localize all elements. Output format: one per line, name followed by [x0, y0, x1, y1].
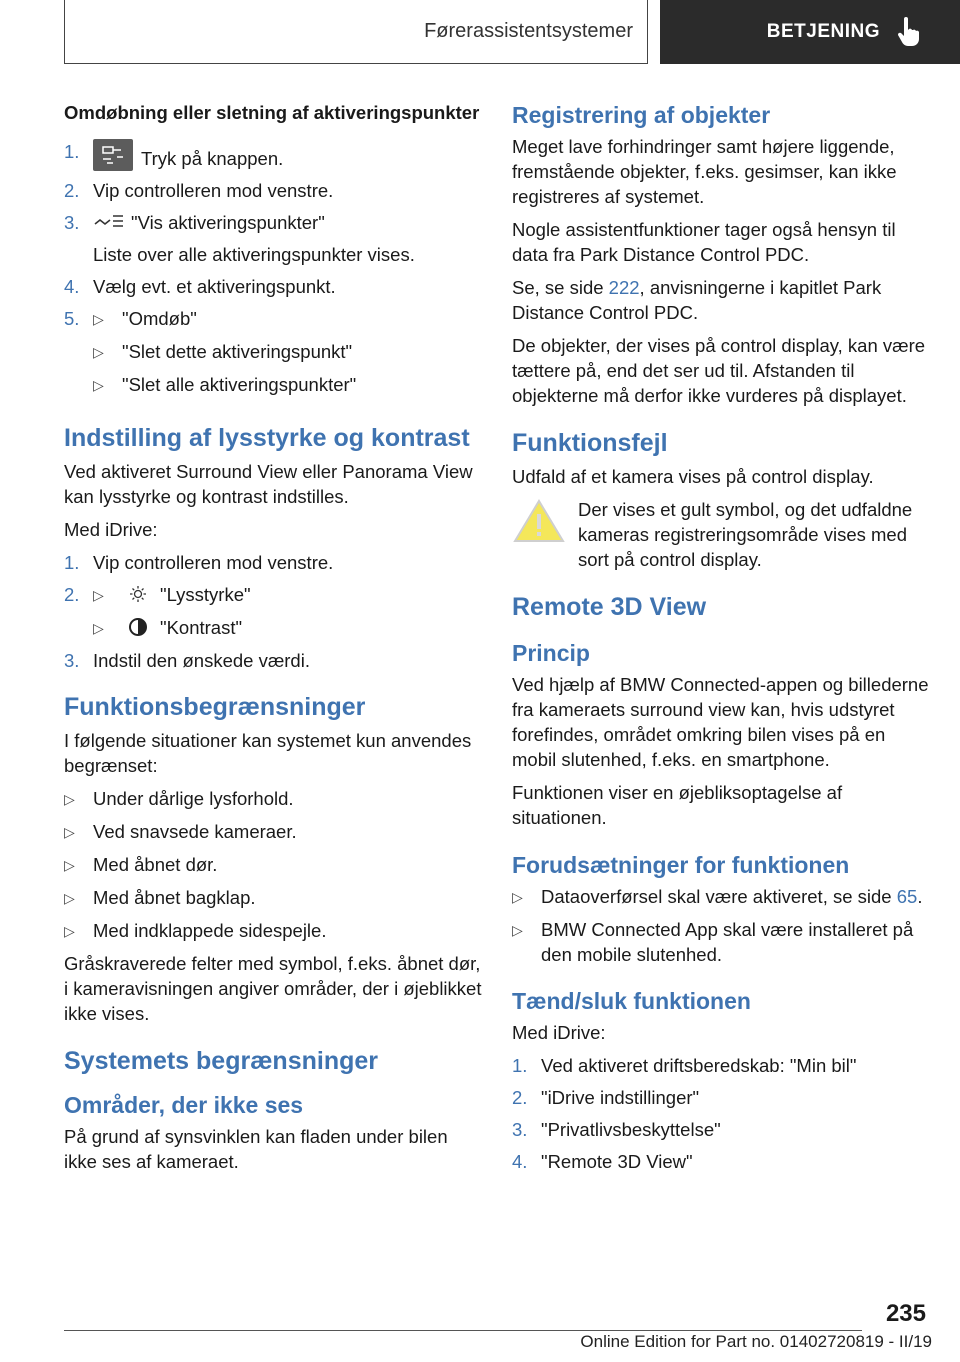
step-number: 4. [64, 276, 80, 297]
step-number: 3. [64, 650, 80, 671]
step-4: 4. "Remote 3D View" [512, 1151, 693, 1172]
step-number: 2. [64, 584, 80, 605]
footer-edition: Online Edition for Part no. 01402720819 - II/19 [580, 1332, 932, 1351]
onoff-heading: Tænd/sluk funktionen [512, 988, 751, 1014]
triangle-bullet-icon: ▷ [93, 344, 104, 360]
triangle-bullet-icon: ▷ [512, 889, 523, 905]
page-number: 235 [885, 1300, 926, 1327]
list-item: ▷ Med åbnet dør. [64, 852, 484, 878]
step-continuation: Liste over alle aktiveringspunkter vises. [93, 244, 415, 265]
step-text: Vælg evt. et aktiveringspunkt. [93, 276, 336, 297]
left-column [64, 100, 484, 1182]
paragraph: I følgende situationer kan systemet kun anvendes begrænset: [64, 730, 472, 776]
list-item: ▷ BMW Connected App skal være installeret på den mobile slutenhed. [512, 919, 914, 965]
brightness-heading: Indstilling af lysstyrke og kontrast [64, 424, 470, 452]
sub-item-text: "Slet alle aktiveringspunkter" [122, 374, 357, 395]
warning-note [512, 497, 932, 572]
paragraph: Ved aktiveret Surround View eller Panorama View kan lysstyrke og kontrast indstilles. [64, 461, 473, 507]
step-number: 1. [64, 552, 80, 573]
chapter-title: BETJENING [766, 21, 880, 42]
step-number: 1. [64, 141, 80, 162]
activation-points-button-icon [93, 139, 133, 171]
triangle-bullet-icon: ▷ [512, 922, 523, 938]
chapter-tab [660, 0, 960, 64]
list-item: ▷ Dataoverførsel skal være aktiveret, se side 65. [512, 884, 932, 910]
registration-heading: Registrering af objekter [512, 102, 771, 128]
brightness-sun-icon [122, 584, 154, 604]
list-item: ▷ Ved snavsede kameraer. [64, 819, 484, 845]
step-2 [64, 582, 484, 608]
step-5 [64, 306, 484, 332]
step-3: 3. "Privatlivsbeskyttelse" [512, 1119, 721, 1140]
requirements-heading: Forudsætninger for funktionen [512, 852, 850, 878]
contrast-icon [122, 617, 154, 637]
triangle-bullet-icon: ▷ [64, 857, 75, 873]
triangle-bullet-icon: ▷ [93, 377, 104, 393]
paragraph: Med iDrive: [512, 1022, 606, 1043]
list-item: ▷ Under dårlige lysforhold. [64, 786, 484, 812]
paragraph: Med iDrive: [64, 519, 158, 540]
section-title: Førerassistentsystemer [64, 0, 648, 64]
triangle-bullet-icon: ▷ [93, 620, 104, 636]
triangle-bullet-icon: ▷ [64, 923, 75, 939]
paragraph: De objekter, der vises på control display, kan være tættere på, end det ser ud til. Afstanden til objekterne må derfor ikke vurderes på displayet. [512, 335, 926, 406]
paragraph: På grund af synsvinklen kan fladen under bilen ikke ses af kameraet. [64, 1126, 448, 1172]
paragraph: Ved hjælp af BMW Connected-appen og billederne fra kameraets surround view kan, hvis udstyret forefindes, området omkring bilen vises på en mobil slutenhed, f.eks. en smartphone. [512, 674, 929, 770]
footer-divider [64, 1330, 862, 1331]
limits-heading: Funktionsbegrænsninger [64, 693, 366, 721]
areas-heading: Områder, der ikke ses [64, 1092, 304, 1118]
activation-points-list-icon [93, 212, 125, 232]
paragraph: Udfald af et kamera vises på control display. [512, 466, 874, 487]
rename-heading: Omdøbning eller sletning af aktiveringspunkter [64, 102, 480, 123]
fault-heading: Funktionsfejl [512, 429, 668, 457]
list-item: ▷ Med åbnet bagklap. [64, 885, 484, 911]
triangle-bullet-icon: ▷ [64, 824, 75, 840]
step-text: Indstil den ønskede værdi. [93, 650, 310, 671]
step-1: 1. Ved aktiveret driftsberedskab: "Min bil" [512, 1055, 857, 1076]
step-1 [64, 139, 484, 171]
sub-item-text: "Kontrast" [160, 617, 243, 638]
step-text: "Omdøb" [122, 308, 197, 329]
step-4 [64, 274, 484, 299]
page-link[interactable]: 65 [896, 886, 918, 907]
right-column [512, 100, 932, 1181]
warning-triangle-icon [512, 497, 566, 545]
step-3 [64, 648, 484, 673]
triangle-bullet-icon: ▷ [64, 890, 75, 906]
step-text: "Vis aktiveringspunkter" [131, 212, 325, 233]
step-text: "Lysstyrke" [160, 584, 251, 605]
list-item: ▷ Med indklappede sidespejle. [64, 918, 484, 944]
sub-item [64, 615, 484, 641]
triangle-bullet-icon: ▷ [93, 587, 104, 603]
triangle-bullet-icon: ▷ [64, 791, 75, 807]
step-1 [64, 550, 484, 575]
step-text: Vip controlleren mod venstre. [93, 180, 334, 201]
step-2: 2. "iDrive indstillinger" [512, 1087, 700, 1108]
sub-item [64, 372, 484, 398]
paragraph: Gråskraverede felter med symbol, f.eks. åbnet dør, i kameravisningen angiver områder, der i øjeblikket ikke vises. [64, 953, 482, 1024]
system-limits-heading: Systemets begrænsninger [64, 1047, 378, 1075]
hand-pointer-icon [896, 17, 922, 47]
sub-item [64, 339, 484, 365]
triangle-bullet-icon: ▷ [93, 311, 104, 327]
paragraph: Se, se side 222, anvisningerne i kapitlet Park Distance Control PDC. [512, 277, 882, 323]
step-number: 3. [64, 212, 80, 233]
step-3 [64, 210, 484, 235]
remote-3d-heading: Remote 3D View [512, 593, 707, 621]
page-link[interactable]: 222 [608, 277, 640, 298]
step-text: Vip controlleren mod venstre. [93, 552, 334, 573]
paragraph: Meget lave forhindringer samt højere liggende, fremstående objekter, f.eks. gesimser, kan ikke registreres af systemet. [512, 136, 897, 207]
warning-text: Der vises et gult symbol, og det udfaldne kameras registreringsområde vises med sort på control display. [578, 499, 913, 570]
step-text: Tryk på knappen. [141, 148, 284, 169]
sub-item-text: "Slet dette aktiveringspunkt" [122, 341, 353, 362]
paragraph: Nogle assistentfunktioner tager også hensyn til data fra Park Distance Control PDC. [512, 219, 896, 265]
page-header [0, 0, 960, 66]
step-number: 5. [64, 308, 80, 329]
principle-heading: Princip [512, 640, 590, 666]
step-2 [64, 178, 484, 203]
paragraph: Funktionen viser en øjebliksoptagelse af situationen. [512, 782, 843, 828]
step-number: 2. [64, 180, 80, 201]
